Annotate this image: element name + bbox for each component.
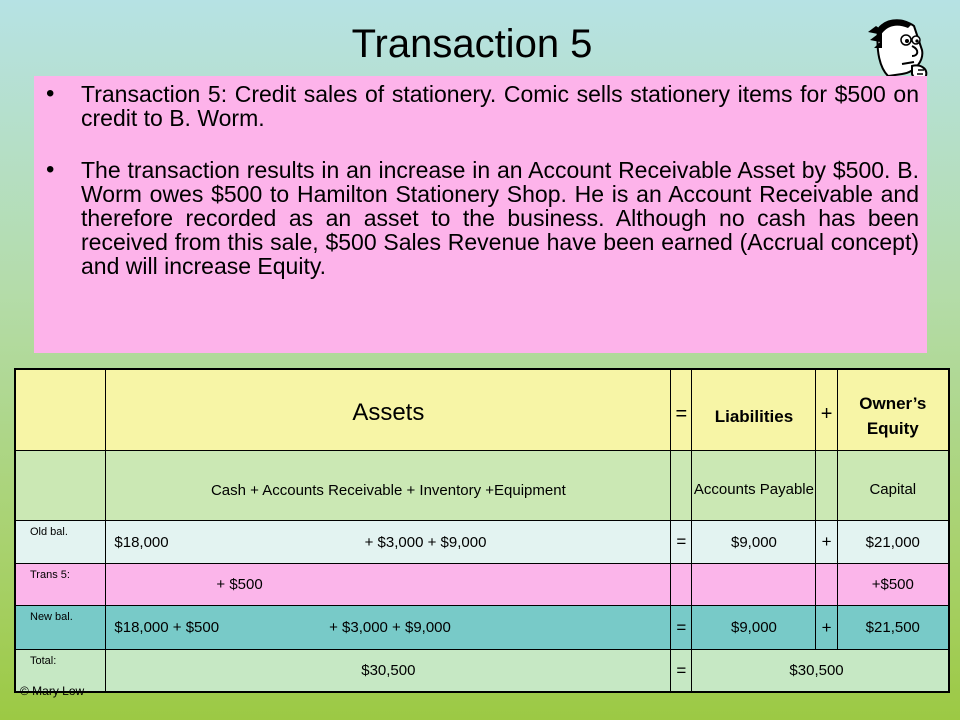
row-label: Old bal. [15, 521, 106, 564]
equals-sign: = [671, 521, 692, 564]
operator-cell [671, 451, 692, 521]
liabilities-subheader: Accounts Payable [692, 451, 816, 521]
table-row [15, 606, 949, 650]
accounting-equation-table [14, 368, 950, 693]
assets-header: Assets [106, 369, 671, 451]
plus-sign: + [816, 369, 837, 451]
row-label [15, 369, 106, 451]
accounts-receivable-change: + $500 [216, 576, 263, 593]
equity-change: +$500 [837, 564, 949, 606]
assets-cell [106, 564, 671, 606]
equals-sign: = [671, 369, 692, 451]
slide-title: Transaction 5 [351, 22, 593, 66]
assets-cell [106, 606, 671, 650]
liabilities-value [692, 564, 816, 606]
table-row [15, 521, 949, 564]
table-header-row [15, 369, 949, 451]
equity-subheader: Capital [837, 451, 949, 521]
equals-sign: = [671, 606, 692, 650]
equity-value: $21,000 [837, 521, 949, 564]
cash-and-receivable-value: $18,000 + $500 [114, 619, 220, 636]
bullet-text: The transaction results in an increase in an Account Receivable Asset by $500. B. Worm owes $500 to Hamilton Stationery Shop. He is an Account Receivable and therefore recorded as an asset to the business. Although no cash has been received from this sale, $500 Sales Revenue have been earned (Accrual concept) and will increase Equity. [81, 157, 919, 279]
bullet-text: Transaction 5: Credit sales of stationery. Comic sells stationery items for $500 on credit to B. Worm. [81, 81, 919, 131]
operator-cell [816, 564, 837, 606]
other-assets-value: + $3,000 + $9,000 [364, 533, 487, 551]
table-subheader-row [15, 451, 949, 521]
operator-cell [816, 451, 837, 521]
cash-value: $18,000 [114, 533, 169, 551]
row-label: Trans 5: [15, 564, 106, 606]
plus-sign: + [816, 606, 837, 650]
total-assets-value: $30,500 [106, 650, 671, 693]
table-row [15, 650, 949, 693]
plus-sign: + [816, 521, 837, 564]
operator-cell [671, 564, 692, 606]
liabilities-header: Liabilities [692, 369, 816, 451]
bullet-dot: • [46, 156, 55, 183]
row-label [15, 451, 106, 521]
total-liabilities-equity-value: $30,500 [692, 650, 949, 693]
explanation-box [34, 76, 927, 353]
liabilities-value: $9,000 [692, 521, 816, 564]
bullet-item [46, 158, 919, 278]
table-row [15, 564, 949, 606]
equity-value: $21,500 [837, 606, 949, 650]
row-label: New bal. [15, 606, 106, 650]
copyright-footer: © Mary Low [20, 684, 85, 698]
assets-cell [106, 521, 671, 564]
bullet-item [46, 82, 919, 130]
assets-subheader: Cash + Accounts Receivable + Inventory +Equipment [106, 451, 671, 521]
other-assets-value: + $3,000 + $9,000 [329, 619, 451, 636]
equals-sign: = [671, 650, 692, 693]
bullet-dot: • [46, 80, 55, 107]
row-label: Total: [15, 650, 106, 693]
owners-equity-header: Owner’s Equity [837, 369, 949, 451]
liabilities-value: $9,000 [692, 606, 816, 650]
